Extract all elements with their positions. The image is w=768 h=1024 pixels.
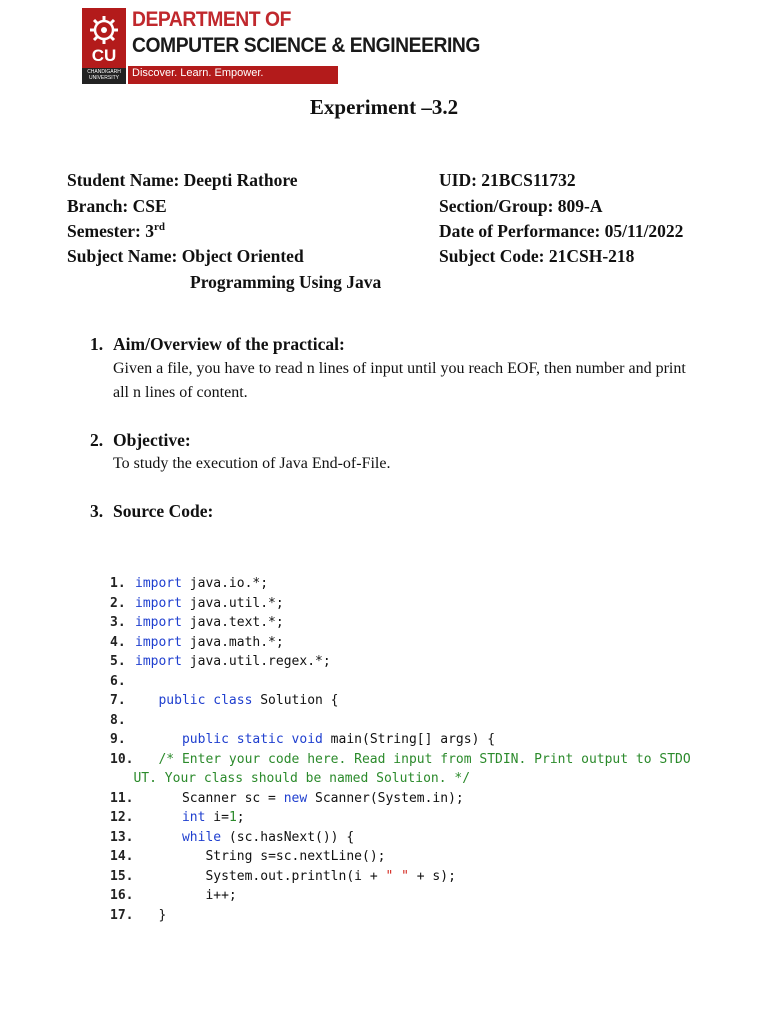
- code-line: 8.: [110, 712, 126, 728]
- code-line: 3. import java.text.*;: [110, 615, 284, 630]
- code-line: 11. Scanner sc = new Scanner(System.in);: [110, 790, 464, 806]
- code-line: 6.: [110, 673, 126, 689]
- section-objective-heading: 2. Objective:: [90, 430, 191, 450]
- student-name: Student Name: Deepti Rathore: [67, 170, 298, 190]
- logo-subtext: CHANDIGARH UNIVERSITY: [87, 69, 121, 81]
- code-line: 13. while (sc.hasNext()) {: [110, 829, 355, 845]
- university-logo: [82, 8, 126, 84]
- student-uid: UID: 21BCS11732: [439, 170, 576, 190]
- source-code-block: [110, 574, 710, 925]
- department-title: DEPARTMENT OF: [132, 8, 291, 31]
- subject-name: Subject Name: Object Oriented: [67, 246, 304, 266]
- subject-name-continued: Programming Using Java: [190, 272, 382, 292]
- code-line: 17. }: [110, 907, 167, 923]
- branch: Branch: CSE: [67, 196, 167, 216]
- date-of-performance: Date of Performance: 05/11/2022: [439, 221, 684, 241]
- code-line: 16. i++;: [110, 888, 237, 903]
- subject-code: Subject Code: 21CSH-218: [439, 246, 635, 266]
- code-line: UT. Your class should be named Solution. */: [133, 771, 471, 786]
- section-group: Section/Group: 809-A: [439, 196, 603, 216]
- section-aim-body: Given a file, you have to read n lines of input until you reach EOF, then number and print all n lines of content.: [113, 360, 686, 401]
- code-line: 1. import java.io.*;: [110, 576, 269, 591]
- code-line: 15. System.out.println(i + " " + s);: [110, 868, 456, 884]
- code-line: 10. /* Enter your code here. Read input from STDIN. Print output to STDO: [110, 751, 691, 767]
- code-line: 12. int i=1;: [110, 810, 245, 825]
- department-header: [82, 8, 480, 84]
- section-aim-heading: 1. Aim/Overview of the practical:: [90, 334, 345, 354]
- gear-emblem-icon: [88, 14, 120, 46]
- semester-suffix: rd: [153, 221, 165, 234]
- code-line: 4. import java.math.*;: [110, 634, 284, 650]
- code-line: 7. public class Solution {: [110, 693, 339, 708]
- code-line: 9. public static void main(String[] args) {: [110, 732, 496, 747]
- code-line: 5. import java.util.regex.*;: [110, 654, 331, 669]
- logo-text: CU: [91, 46, 117, 65]
- department-name: COMPUTER SCIENCE & ENGINEERING: [132, 34, 480, 57]
- code-line: 14. String s=sc.nextLine();: [110, 849, 386, 864]
- section-objective-body: To study the execution of Java End-of-File.: [113, 455, 391, 472]
- semester: Semester: 3rd: [67, 221, 165, 241]
- tagline: Discover. Learn. Empower.: [132, 67, 264, 79]
- code-line: 2. import java.util.*;: [110, 595, 284, 611]
- section-source-code-heading: 3. Source Code:: [90, 501, 214, 521]
- experiment-title: Experiment –3.2: [309, 95, 459, 119]
